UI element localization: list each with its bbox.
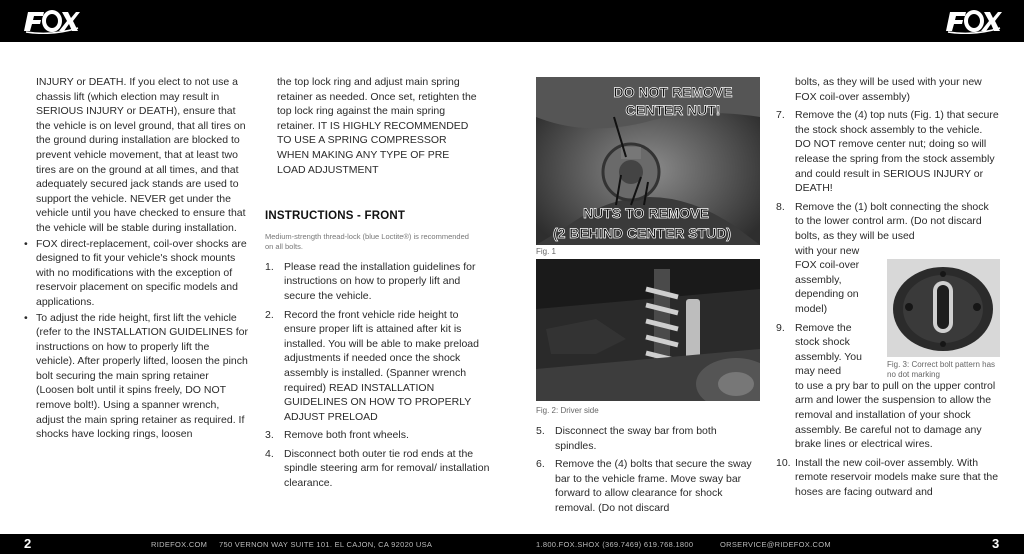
fig1-overlay-text: (2 BEHIND CENTER STUD) xyxy=(552,225,732,241)
header-bar xyxy=(0,0,1024,42)
intro-paragraph: INJURY or DEATH. If you elect to not use a chassis lift (which election may result in SERIOUS INJURY or DEATH), ensure that the vehicle is on level ground, that all tires on the ground during installation are blocked to prevent vehicle movement, that at least two tires are on the ground at all times, and that adequately secured jack stands are used to support the vehicle. NEVER get under the vehicle until you have checked to ensure that the vehicle will be stable during installation. xyxy=(36,76,246,234)
footer-email-link[interactable]: ORSERVICE@RIDEFOX.COM xyxy=(720,540,831,549)
page-number-left: 2 xyxy=(24,536,32,551)
step-number: 7. xyxy=(776,109,785,122)
step-text: Disconnect both outer tie rod ends at the spindle steering arm for removal/ installation clearance. xyxy=(284,447,490,490)
step-number: 8. xyxy=(776,200,785,213)
step-item xyxy=(265,447,493,491)
step-item xyxy=(265,260,493,304)
steps-list xyxy=(265,260,493,491)
footer-bar xyxy=(0,534,1024,554)
step-item xyxy=(265,428,493,443)
section-title: INSTRUCTIONS - FRONT xyxy=(265,210,406,223)
step-text: Record the front vehicle ride height to ensure proper lift is attained after kit is installed. You will be able to make preload adjustments if needed once the shock assembly is installed. (Spanner wrench required) READ INSTALLATION GUIDELINES ON HOW TO PROPERLY ADJUST PRELOAD xyxy=(284,308,479,423)
step-text: Please read the installation guidelines for instructions on how to properly lift and secure the vehicle. xyxy=(284,260,476,302)
step-item xyxy=(265,308,493,425)
step-text-wrapped: to use a pry bar to pull on the upper control arm and lower the suspension to allow the removal and installation of your shock assembly. Be careful not to damage any brake lines or electrical wires. xyxy=(795,379,996,451)
column-1 xyxy=(24,75,248,442)
step-number: 4. xyxy=(265,447,274,460)
footer-website-link[interactable]: RIDEFOX.COM xyxy=(151,540,208,549)
bullet-item: • To adjust the ride height, first lift the vehicle (refer to the INSTALLATION GUIDELINES for instructions on how to properly lift the vehicle). After properly lifted, loosen the pinch bolt securing the main spring retainer (Loosen bolt until it spins freely, DO NOT remove bolt!). Using a spanner wrench, adjust the main spring retainer as required. If shocks have locking rings, loosen xyxy=(24,311,248,442)
step-text: Remove the (4) bolts that secure the sway bar to the vehicle frame. Move sway bar forward to allow clearance for shock removal. (Do not discard xyxy=(555,458,752,514)
step-item xyxy=(776,108,1000,196)
step-text: Disconnect the sway bar from both spindles. xyxy=(555,425,717,452)
step-text: Remove both front wheels. xyxy=(284,429,409,442)
step-number: 5. xyxy=(536,425,545,437)
step-item xyxy=(536,457,760,515)
figure-2-photo xyxy=(536,259,760,401)
step-number: 3. xyxy=(265,429,274,442)
figure-3-caption: Fig. 3: Correct bolt pattern has no dot marking xyxy=(887,360,996,379)
fig1-overlay-text: NUTS TO REMOVE xyxy=(583,205,709,221)
column-2 xyxy=(265,75,493,491)
step-item xyxy=(776,321,877,379)
step-number: 10. xyxy=(776,456,791,469)
step-item xyxy=(776,200,1000,244)
fig1-overlay-text: CENTER NUT! xyxy=(625,102,721,118)
fig1-overlay-text: DO NOT REMOVE xyxy=(613,84,733,100)
step-text: Remove the stock shock assembly. You may need xyxy=(795,321,862,378)
figure-3-photo xyxy=(887,259,1000,357)
fox-logo xyxy=(944,8,1002,34)
step-number: 6. xyxy=(536,458,545,471)
footer-address: 750 VERNON WAY SUITE 101. EL CAJON, CA 92020 USA xyxy=(219,540,433,549)
step-number: 1. xyxy=(265,260,274,273)
page-number-right: 3 xyxy=(992,536,1000,551)
continued-paragraph: the top lock ring and adjust main spring retainer as needed. Once set, retighten the top lock ring against the main spring retainer. IT IS HIGHLY RECOMMENDED TO USE A SPRING COMPRESSOR WHEN MAKING ANY TYPE OF PRE LOAD ADJUSTMENT xyxy=(277,76,477,176)
figure-1-caption: Fig. 1 xyxy=(536,247,557,256)
column-3-steps xyxy=(536,424,760,516)
step-item xyxy=(776,456,1000,500)
step-text: Remove the (1) bolt connecting the shock to the lower control arm. (Do not discard bolts, as they will be used xyxy=(795,200,989,242)
step-number: 9. xyxy=(776,321,785,334)
threadlock-note: Medium-strength thread-lock (blue Loctite®) is recommended on all bolts. xyxy=(265,231,469,251)
figure-1-photo xyxy=(536,77,760,245)
bullet-item: • FOX direct-replacement, coil-over shocks are designed to fit your vehicle's shock mounts with no modifications with the exception of reservoir placement on specific models and applications. xyxy=(24,237,248,310)
footer-phone: 1.800.FOX.SHOX (369.7469) 619.768.1800 xyxy=(536,540,694,549)
step-text: Install the new coil-over assembly. With remote reservoir models make sure that the hoses are facing outward and xyxy=(795,456,999,499)
step-text: Remove the (4) top nuts (Fig. 1) that secure the stock shock assembly to the vehicle. DO NOT remove center nut; doing so will release the spring from the stock assembly and could result in SERIOUS INJURY or DEATH! xyxy=(795,109,999,195)
continued-paragraph: bolts, as they will be used with your new FOX coil-over assembly) xyxy=(795,76,982,103)
step-item xyxy=(536,424,760,453)
step-number: 2. xyxy=(265,308,274,321)
figure-2-caption: Fig. 2: Driver side xyxy=(536,406,599,415)
fox-logo xyxy=(22,8,80,34)
step-text-wrapped: with your new FOX coil-over assembly, depending on model) xyxy=(795,244,860,315)
